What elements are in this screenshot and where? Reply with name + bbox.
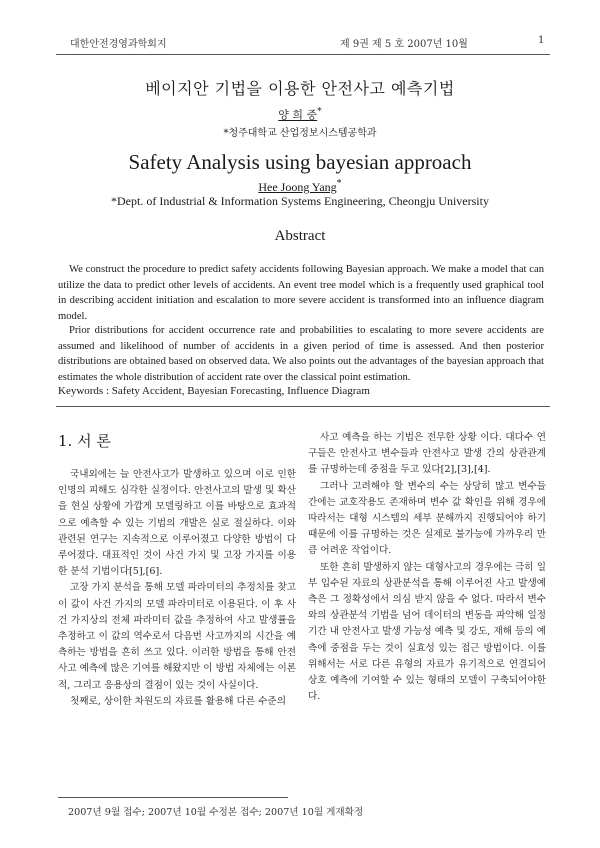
abstract-rule xyxy=(56,406,550,407)
body-paragraph: 사고 예측을 하는 기법은 전무한 상황 이다. 대다수 연구들은 안전사고 변수들과 안전사고 발생 간의 상관관계를 규명하는데 중점을 두고 있다[2],[3],[4]. xyxy=(308,432,546,476)
keywords: Keywords : Safety Accident, Bayesian Forecasting, Influence Diagram xyxy=(58,385,370,397)
volume-issue: 제 9권 제 5 호 2007년 10월 xyxy=(340,39,468,50)
abstract-paragraph: Prior distributions for accident occurrence rate and probabilities to escalating to more severe accidents are assumed and likelihood of number of accidents in a given period of time is assessed. And then posterior distributions are obtained based on observed data. We also points out the advantages of the bayesian approach that estimates the whole distribution of accident rate over the classical point estimation. xyxy=(58,325,544,383)
author-english-name: Hee Joong Yang xyxy=(258,180,337,194)
page-number: 1 xyxy=(538,35,545,46)
body-column-left xyxy=(58,467,296,710)
footnote: 2007년 9월 접수; 2007년 10월 수정본 접수; 2007년 10월 게재확정 xyxy=(68,807,364,818)
author-korean xyxy=(0,106,600,123)
body-paragraph: 고장 가지 분석을 통해 모델 파라미터의 추정치를 찾고 이 값이 사건 가지의 모델 파라미터로 이용된다. 이 후 사건 가지상의 전체 파라미터 값을 추정하여 사고 발생률을 추정하고 이 값의 역수로서 다음번 사고까지의 시간을 예측하는 방법을 흔히 쓰고 있다. 이러한 방법을 통해 안전사고 예측에 많은 기여를 해왔지만 이 방법 자체에는 이론적, 그리고 응용상의 결점이 있는 것이 사실이다. xyxy=(58,582,296,691)
abstract-heading: Abstract xyxy=(274,228,326,244)
author-korean-mark: * xyxy=(317,106,322,117)
body-paragraph: 그러나 고려해야 할 변수의 수는 상당히 많고 변수들 간에는 교호작용도 존재하며 변수 값 확인을 위해 경우에 따라서는 대형 시스템의 세부 분해까지 진행되어야 하기 때문에 이를 규명하는 것은 실제로 불가능에 가까우리 만큼 어려운 작업이다. xyxy=(308,480,546,557)
affiliation-english: *Dept. of Industrial & Information Systems Engineering, Cheongju University xyxy=(111,194,489,208)
title-english: Safety Analysis using bayesian approach xyxy=(128,150,472,174)
title-korean: 베이지안 기법을 이용한 안전사고 예측기법 xyxy=(145,79,455,98)
header-rule xyxy=(56,54,550,55)
author-english-mark: * xyxy=(336,178,342,189)
body-paragraph: 또한 흔히 발생하지 않는 대형사고의 경우에는 극히 일부 입수된 자료의 상관분석을 통해 이루어진 사고 발생예측은 그 정확성에서 의심 받지 않을 수 없다. 따라서 변수와의 상관분석 기법을 넘어 데이터의 변동을 파악해 일정기간 내 안전사고 발생 가능성 예측 및 강도, 재해 등의 예측에 중점을 두는 것이 실효성 있는 접근 방법이다. 이를 위해서는 서로 다른 유형의 자료가 유기적으로 연결되어 상호 예측에 기여할 수 있는 형태의 모델이 구축되어야한다. xyxy=(308,561,546,703)
footnote-rule xyxy=(58,797,288,798)
body-paragraph: 국내외에는 늘 안전사고가 발생하고 있으며 이로 인한 인명의 피해도 심각한 실정이다. 안전사고의 발생 및 확산을 현실 상황에 가깝게 모델링하고 이를 바탕으로 효과적으로 예측할 수 있는 기법의 개발은 실로 절실하다. 이와 관련된 연구는 지속적으로 이루어졌고 다양한 방법이 다루어졌다. 대표적인 것이 사건 가지 및 고장 가지를 이용한 분석 기법이다[5],[6]. xyxy=(58,469,296,578)
author-english xyxy=(0,178,600,195)
journal-name: 대한안전경영과학회지 xyxy=(70,39,167,50)
body-paragraph: 첫째로, 상이한 차원도의 자료를 활용해 다른 수준의 xyxy=(70,695,286,707)
affiliation-korean: *청주대학교 산업정보시스템공학과 xyxy=(223,128,377,139)
author-korean-name: 양 희 중 xyxy=(278,108,318,122)
section-heading: 1. 서 론 xyxy=(58,432,111,450)
body-column-right xyxy=(308,430,546,705)
abstract-paragraph: We construct the procedure to predict safety accidents following Bayesian approach. We make a model that can utilize the data to predict other levels of accidents. An event tree model which is a frequently used graphical tool in describing accident initiation and escalation to more severe accident is transformed into an influence diagram model. xyxy=(58,264,544,322)
